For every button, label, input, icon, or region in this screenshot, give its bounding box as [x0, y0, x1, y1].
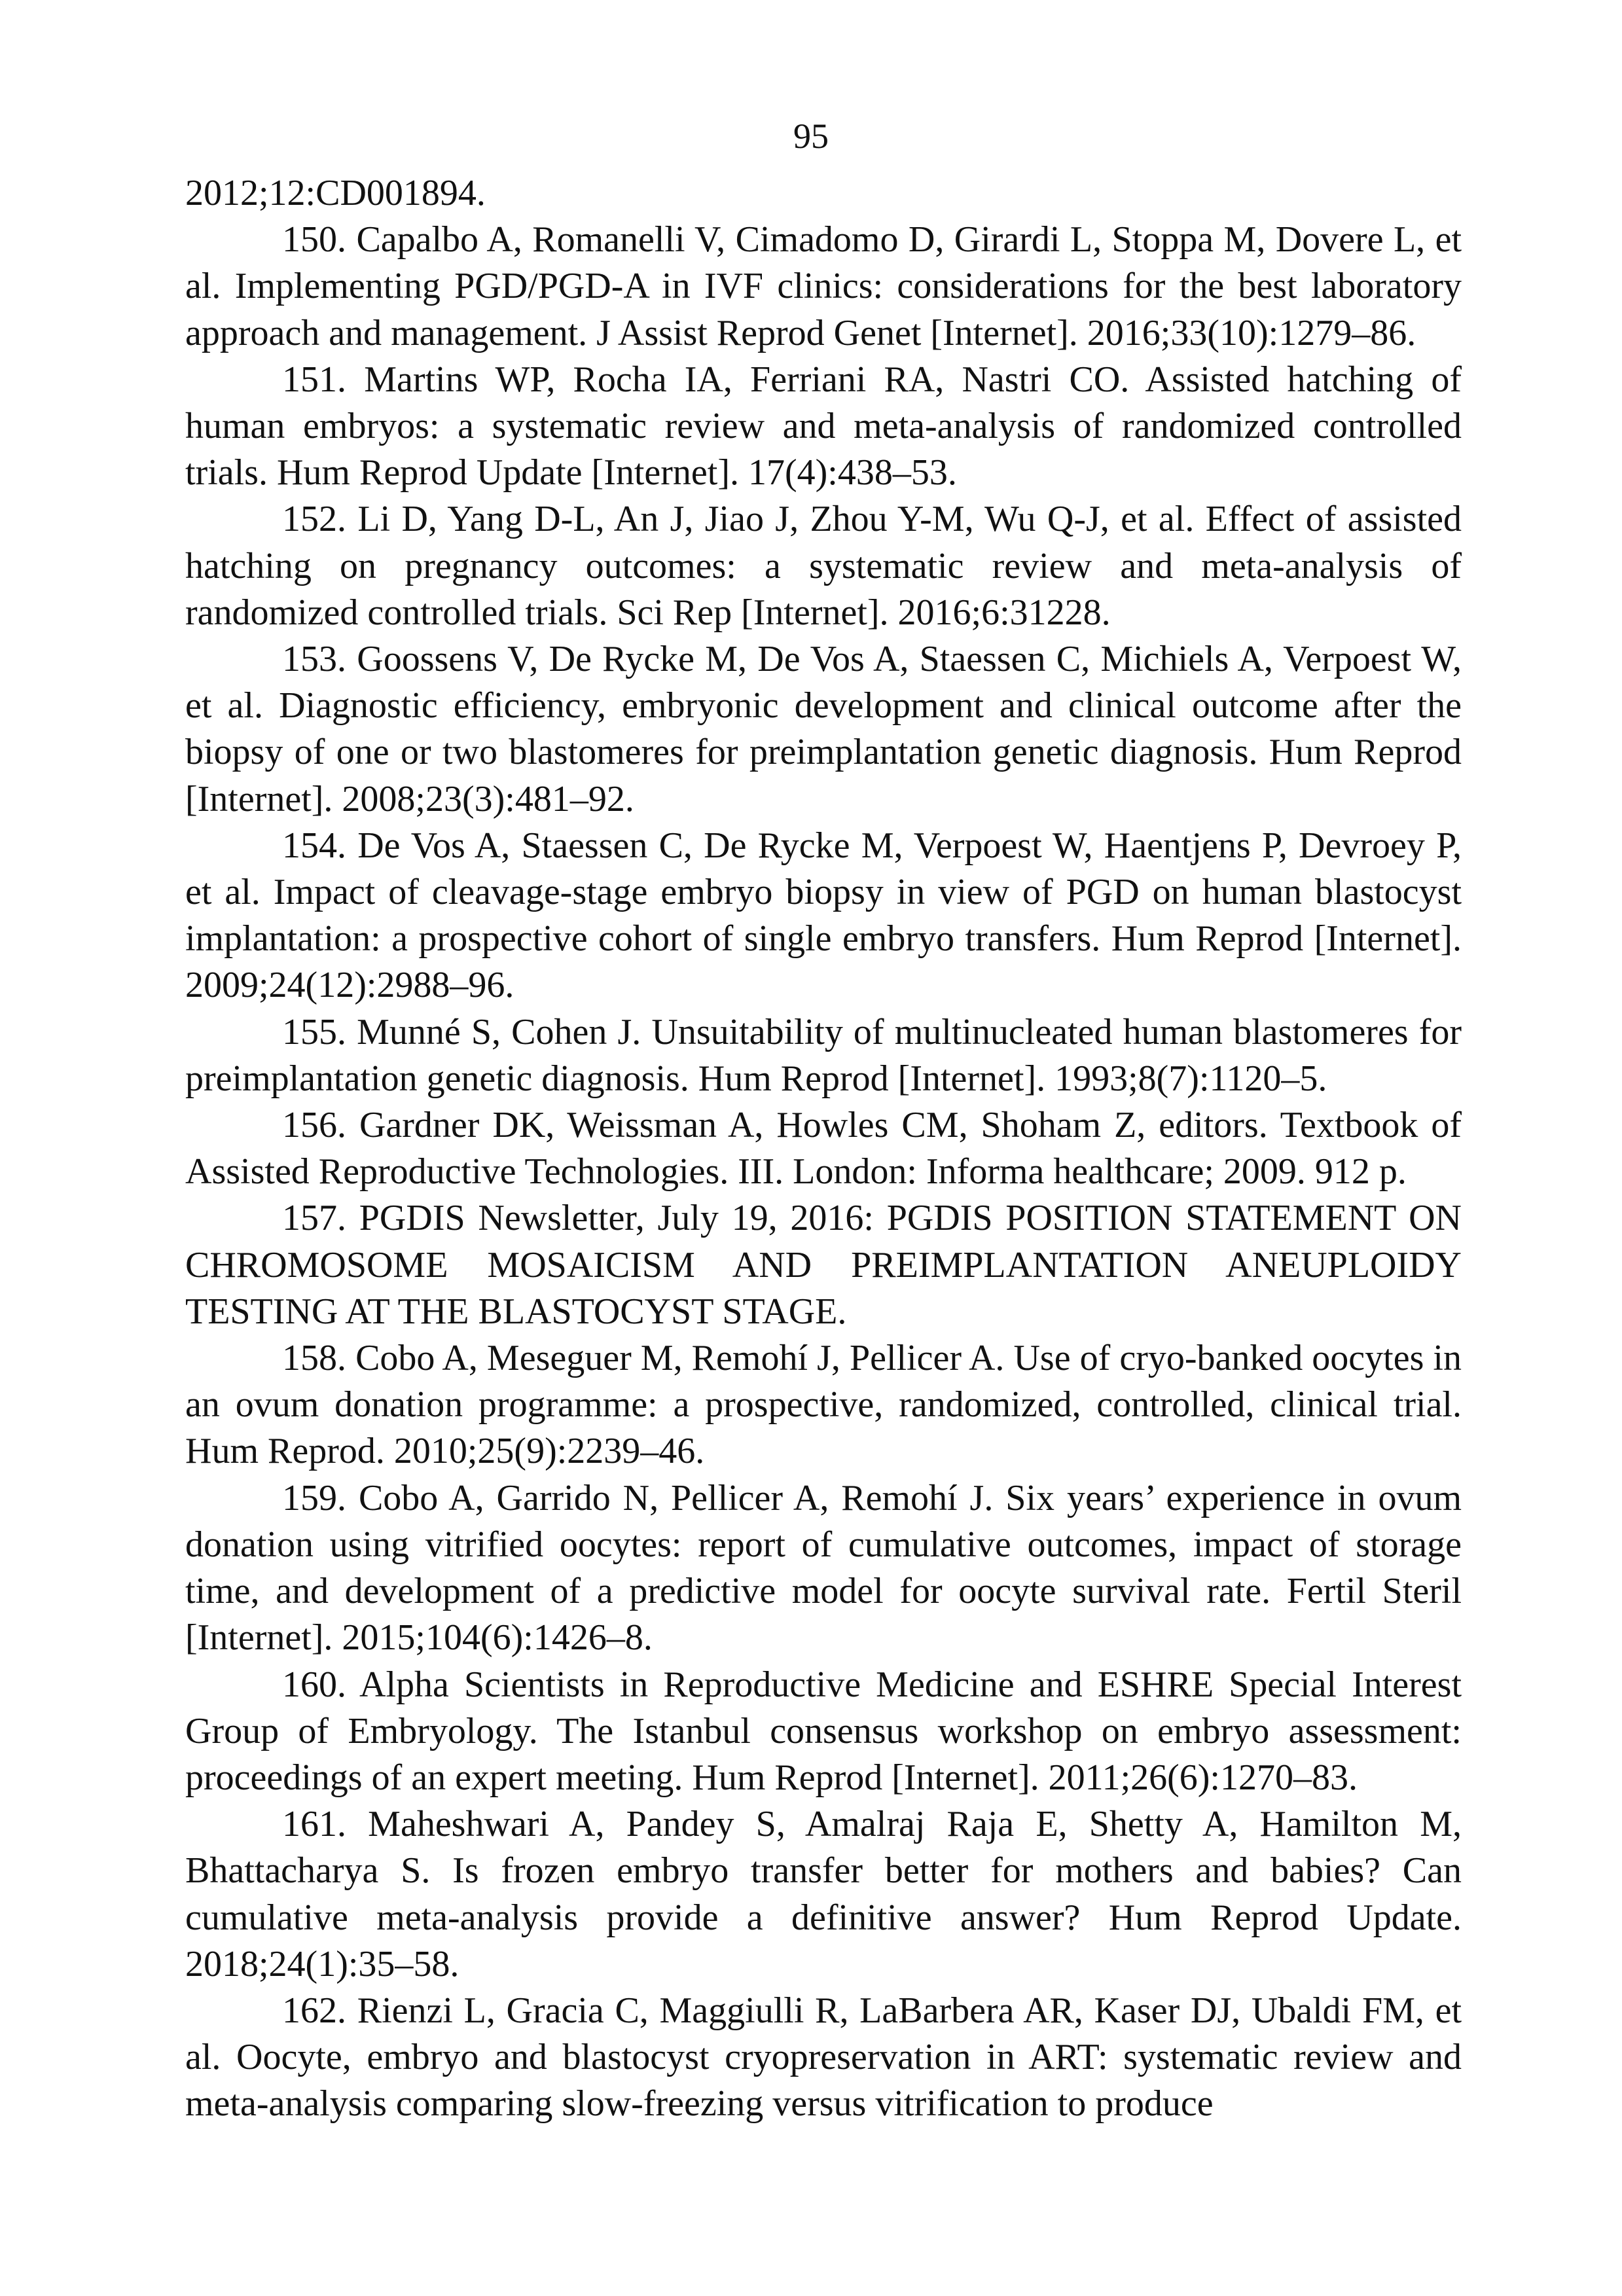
- reference-item: [185, 1801, 1462, 1988]
- reference-number: 160.: [282, 1664, 346, 1705]
- reference-number: 159.: [282, 1477, 346, 1518]
- reference-item: [185, 636, 1462, 823]
- reference-text: Gardner DK, Weissman A, Howles CM, Shoham Z, editors. Textbook of Assisted Reproductive Technologies. III. London: Informa healthcare; 2009. 912 p.: [185, 1105, 1462, 1193]
- reference-item: [185, 1475, 1462, 1662]
- reference-number: 157.: [282, 1198, 346, 1239]
- reference-text: Rienzi L, Gracia C, Maggiulli R, LaBarbera AR, Kaser DJ, Ubaldi FM, et al. Oocyte, embryo and blastocyst cryopreservation in ART: systematic review and meta-analysis comparing slow-freezing versus vitrification to produce: [185, 1990, 1462, 2125]
- reference-text: PGDIS Newsletter, July 19, 2016: PGDIS POSITION STATEMENT ON CHROMOSOME MOSAICISM AND PREIMPLANTATION ANEUPLOIDY TESTING AT THE BLASTOCYST STAGE.: [185, 1198, 1462, 1332]
- reference-number: 161.: [282, 1804, 346, 1845]
- reference-number: 158.: [282, 1338, 346, 1379]
- page-number: 95: [793, 117, 829, 156]
- reference-number: 150.: [282, 219, 346, 260]
- reference-number: 152.: [282, 499, 346, 540]
- reference-number: 151.: [282, 359, 346, 400]
- reference-number: 162.: [282, 1990, 346, 2031]
- reference-text: Capalbo A, Romanelli V, Cimadomo D, Girardi L, Stoppa M, Dovere L, et al. Implementing PGD/PGD-A in IVF clinics: considerations for the best laboratory approach and management. J Assist Reprod Genet [Internet]. 2016;33(10):1279–86.: [185, 219, 1462, 353]
- reference-text: Martins WP, Rocha IA, Ferriani RA, Nastri CO. Assisted hatching of human embryos: a systematic review and meta-analysis of randomized controlled trials. Hum Reprod Update [Internet]. 17(4):438–53.: [185, 359, 1462, 493]
- reference-text: Alpha Scientists in Reproductive Medicine and ESHRE Special Interest Group of Embryology. The Istanbul consensus workshop on embryo assessment: proceedings of an expert meeting. Hum Reprod [Internet]. 2011;26(6):1270–83.: [185, 1664, 1462, 1798]
- reference-text: Maheshwari A, Pandey S, Amalraj Raja E, Shetty A, Hamilton M, Bhattacharya S. Is frozen embryo transfer better for mothers and babies? Can cumulative meta-analysis provide a definitive answer? Hum Reprod Update. 2018;24(1):35–58.: [185, 1804, 1462, 1984]
- reference-number: 155.: [282, 1011, 346, 1052]
- reference-continuation: 2012;12:CD001894.: [185, 173, 486, 213]
- reference-text: Li D, Yang D-L, An J, Jiao J, Zhou Y-M, Wu Q-J, et al. Effect of assisted hatching on pregnancy outcomes: a systematic review and meta-analysis of randomized controlled trials. Sci Rep [Internet]. 2016;6:31228.: [185, 499, 1462, 633]
- reference-number: 156.: [282, 1105, 346, 1146]
- reference-item: [185, 823, 1462, 1009]
- reference-item: [185, 1195, 1462, 1335]
- reference-text: Munné S, Cohen J. Unsuitability of multinucleated human blastomeres for preimplantation genetic diagnosis. Hum Reprod [Internet]. 1993;8(7):1120–5.: [185, 1011, 1462, 1099]
- reference-item: [185, 1102, 1462, 1195]
- reference-text: De Vos A, Staessen C, De Rycke M, Verpoest W, Haentjens P, Devroey P, et al. Impact of cleavage-stage embryo biopsy in view of PGD on human blastocyst implantation: a prospective cohort of single embryo transfers. Hum Reprod [Internet]. 2009;24(12):2988–96.: [185, 825, 1462, 1006]
- reference-item: [185, 1335, 1462, 1475]
- reference-item: [185, 496, 1462, 636]
- reference-item: [185, 1662, 1462, 1802]
- reference-text: Cobo A, Meseguer M, Remohí J, Pellicer A. Use of cryo-banked oocytes in an ovum donation programme: a prospective, randomized, controlled, clinical trial. Hum Reprod. 2010;25(9):2239–46.: [185, 1338, 1462, 1472]
- reference-item: [185, 1009, 1462, 1102]
- reference-number: 154.: [282, 825, 346, 866]
- reference-item: [185, 357, 1462, 497]
- reference-number: 153.: [282, 639, 346, 680]
- reference-item: [185, 217, 1462, 357]
- reference-list: [185, 170, 1462, 2128]
- reference-text: Cobo A, Garrido N, Pellicer A, Remohí J. Six years’ experience in ovum donation using vitrified oocytes: report of cumulative outcomes, impact of storage time, and development of a predictive model for oocyte survival rate. Fertil Steril [Internet]. 2015;104(6):1426–8.: [185, 1477, 1462, 1659]
- reference-item: [185, 1988, 1462, 2128]
- reference-text: Goossens V, De Rycke M, De Vos A, Staessen C, Michiels A, Verpoest W, et al. Diagnostic efficiency, embryonic development and clinical outcome after the biopsy of one or two blastomeres for preimplantation genetic diagnosis. Hum Reprod [Internet]. 2008;23(3):481–92.: [185, 639, 1462, 819]
